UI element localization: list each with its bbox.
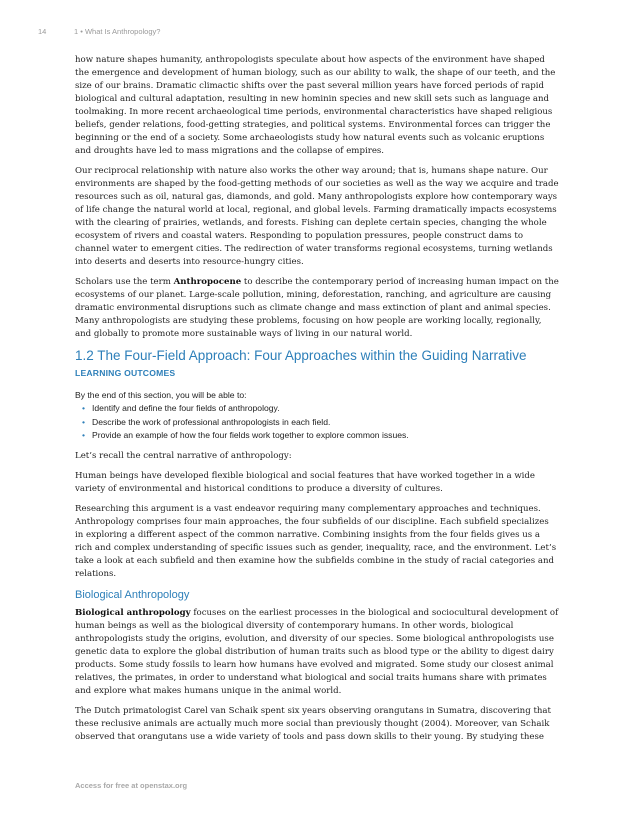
- list-item: [82, 402, 559, 416]
- body-paragraph: Let’s recall the central narrative of anthropology:: [75, 450, 292, 461]
- learning-outcomes-heading: LEARNING OUTCOMES: [75, 368, 176, 378]
- body-paragraph: [75, 607, 559, 698]
- learning-outcomes-intro: By the end of this section, you will be able to:: [75, 390, 247, 400]
- footer-link[interactable]: Access for free at openstax.org: [75, 781, 188, 790]
- key-term-biological-anthropology: Biological anthropology: [75, 607, 191, 618]
- body-paragraph: how nature shapes humanity, anthropologists speculate about how aspects of the environment have shaped the emergence and development of human biology, such as our ability to walk, the shape of our teeth, and the size of our brains. Dramatic climactic shifts over the past several million years have forced periods of rapid biological and cultural adaptation, resulting in new hominin species and new skill sets such as language and toolmaking. In more recent archaeological time periods, environmental characteristics have shaped religious beliefs, gender relations, food-getting strategies, and political systems. Environmental forces can trigger the beginning or the end of a society. Some archaeologists study how natural events such as volcanic eruptions and droughts have led to mass migrations and the collapse of empires.: [75, 55, 556, 156]
- bullet-icon: •: [82, 430, 86, 440]
- bullet-icon: •: [82, 416, 86, 427]
- body-paragraph: [75, 276, 559, 341]
- page-content: [75, 54, 559, 751]
- paragraph-text: focuses on the earliest processes in the biological and sociocultural development of human beings as well as the biological diversity of contemporary humans. In other words, biological anthropologists study the origins, evolution, and diversity of our species. Some biological anthropologists use genetic data to explore the global distribution of human traits such as blood type or the ability to digest dairy products. Some study fossils to learn how humans have evolved and migrated. Some study our closest animal relatives, the primates, in order to understand what biological and social traits humans share with primates and explore what makes humans unique in the animal world.: [75, 607, 559, 696]
- outcome-text: Describe the work of professional anthropologists in each field.: [92, 416, 331, 427]
- running-head: [38, 27, 160, 36]
- key-term-anthropocene: Anthropocene: [173, 277, 242, 287]
- subsection-title: Biological Anthropology: [75, 588, 190, 601]
- body-paragraph: Our reciprocal relationship with nature also works the other way around; that is, humans shape nature. Our environments are shaped by the food-getting methods of our societies as well as the way we acquire and trade resources such as oil, natural gas, diamonds, and gold. Many anthropologists explore how contemporary ways of life change the natural world at local, regional, and global levels. Farming dramatically impacts ecosystems with the clearing of prairies, wetlands, and forests. Fishing can deplete certain species, changing the whole ecosystem of rivers and coastal waters. Responding to population pressures, people construct dams to channel water to emergent cities. The redirection of water transforms regional ecosystems, turning wetlands into deserts and deserts into resource-hungry cities.: [75, 166, 559, 267]
- body-paragraph: Researching this argument is a vast endeavor requiring many complementary approaches and techniques. Anthropology comprises four main approaches, the four subfields of our discipline. Each subfield specializes in exploring a different aspect of the common narrative. Combining insights from the four fields gives us a rich and complex understanding of specific issues such as gender, inequality, race, and the environment. Let’s take a look at each subfield and then examine how the subfields combine in the study of racial categories and relations.: [75, 503, 557, 579]
- list-item: [82, 416, 559, 430]
- outcome-text: Identify and define the four fields of anthropology.: [92, 403, 280, 413]
- chapter-title: 1 • What Is Anthropology?: [74, 27, 161, 36]
- learning-outcomes-list: [75, 402, 559, 443]
- body-paragraph: The Dutch primatologist Carel van Schaik spent six years observing orangutans in Sumatra, discovering that these reclusive animals are actually much more social than previously thought (2004). Moreover, van Schaik observed that orangutans use a wide variety of tools and pass down skills to their young. By studying these: [75, 705, 552, 742]
- paragraph-text: Scholars use the term: [75, 277, 174, 287]
- outcome-text: Provide an example of how the four fields work together to explore common issues.: [92, 430, 409, 440]
- list-item: [82, 429, 559, 443]
- section-title: 1.2 The Four-Field Approach: Four Approaches within the Guiding Narrative: [75, 348, 527, 363]
- body-paragraph: Human beings have developed flexible biological and social features that have worked together in a wide variety of environmental and historical conditions to produce a diversity of cultures.: [75, 470, 536, 494]
- bullet-icon: •: [82, 403, 86, 413]
- paragraph-text: to describe the contemporary period of increasing human impact on the ecosystems of our planet. Large-scale pollution, mining, deforestation, ranching, and agriculture are causing dramatic environmental disruptions such as climate change and mass extinction of plant and animal species. Many anthropologists are studying these problems, focusing on how people are working locally, regionally, and globally to promote more sustainable ways of living in our natural world.: [75, 277, 559, 339]
- page-number: 14: [38, 27, 47, 36]
